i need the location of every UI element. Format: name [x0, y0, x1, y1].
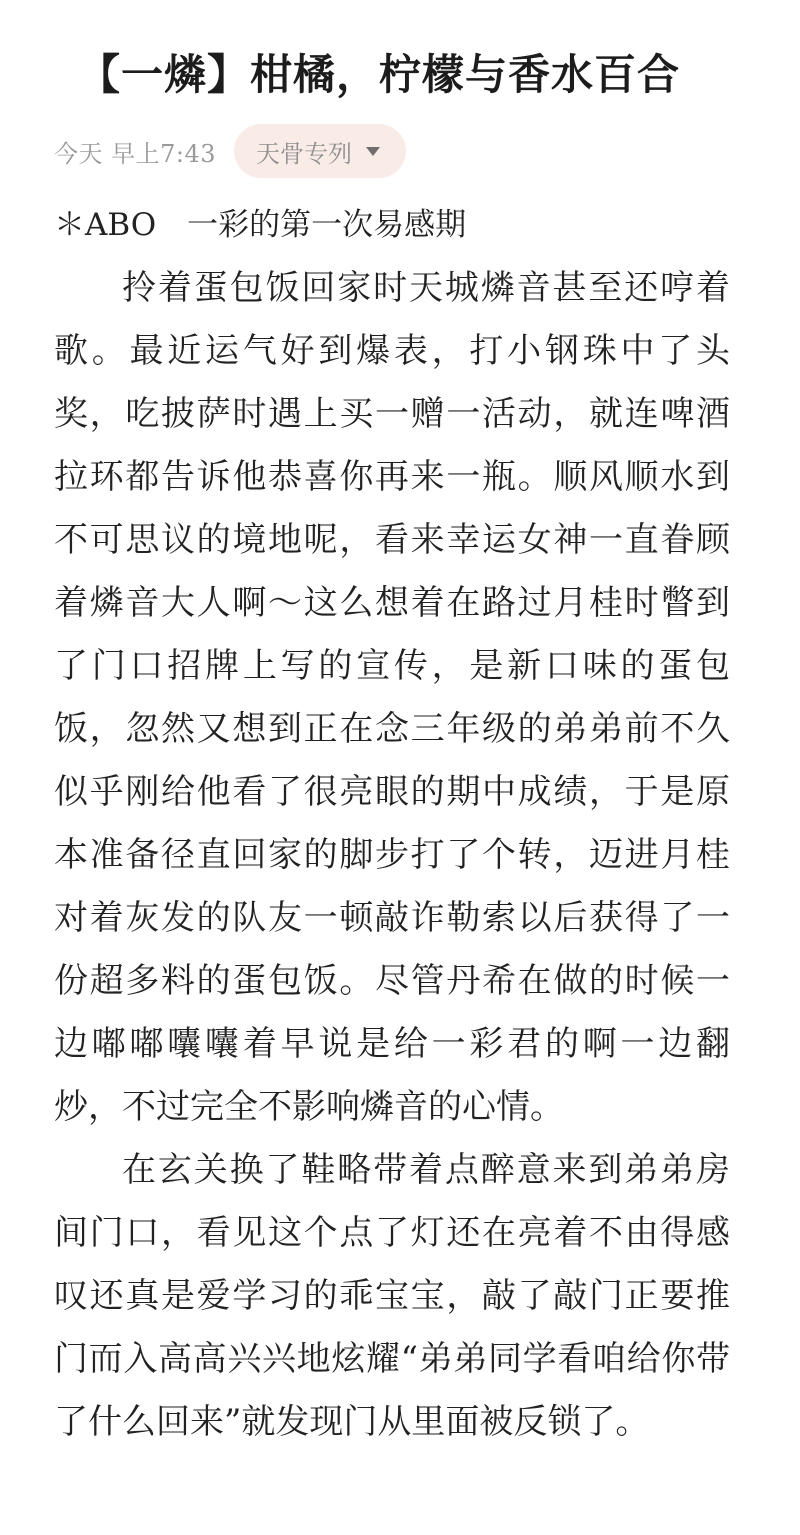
article-summary: ＊ABO 一彩的第一次易感期: [54, 207, 467, 243]
caret-down-icon: [366, 147, 380, 156]
publish-time: 今天 早上7:43: [54, 139, 217, 168]
collection-tag-label: 天骨专列: [256, 139, 353, 168]
paragraph: 拎着蛋包饭回家时天城燐音甚至还哼着歌。最近运气好到爆表，打小钢珠中了头奖，吃披萨时遇上买一赠一活动，就连啤酒拉环都告诉他恭喜你再来一瓶。顺风顺水到不可思议的境地呢，看来幸运女神一直眷顾着燐音大人啊～这么想着在路过月桂时瞥到了门口招牌上写的宣传，是新口味的蛋包饭，忽然又想到正在念三年级的弟弟前不久似乎刚给他看了很亮眼的期中成绩，于是原本准备径直回家的脚步打了个转，迈进月桂对着灰发的队友一顿敲诈勒索以后获得了一份超多料的蛋包饭。尽管丹希在做的时候一边嘟嘟囔囔着早说是给一彩君的啊一边翻炒，不过完全不影响燐音的心情。: [54, 268, 730, 1127]
article-title: 【一燐】柑橘，柠檬与香水百合: [78, 50, 681, 99]
paragraph: 在玄关换了鞋略带着点醉意来到弟弟房间门口，看见这个点了灯还在亮着不由得感叹还真是爱学习的乖宝宝，敲了敲门正要推门而入高高兴兴地炫耀“弟弟同学看咱给你带了什么回来”就发现门从里面被反锁了。: [54, 1150, 730, 1442]
article-page: [0, 40, 800, 1535]
article-meta: [54, 123, 730, 179]
article-body: [54, 257, 730, 1454]
collection-tag-button[interactable]: [234, 124, 406, 178]
